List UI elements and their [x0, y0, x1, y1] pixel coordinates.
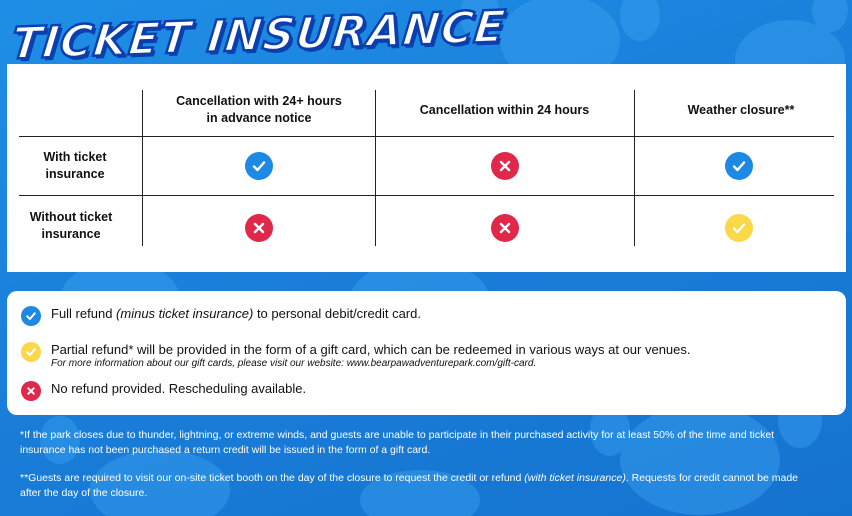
legend-no-refund	[21, 381, 306, 401]
text-span: to personal debit/credit card.	[253, 306, 421, 321]
x-red-icon	[21, 381, 41, 401]
column-header-24plus-hours	[145, 93, 373, 127]
column-header-line: in advance notice	[206, 111, 312, 125]
italic-text: (minus ticket insurance)	[116, 306, 254, 321]
legend-partial-refund	[21, 342, 691, 369]
row-divider	[19, 136, 834, 137]
column-header-line: Weather closure**	[687, 103, 795, 117]
row-label-line: insurance	[45, 167, 105, 181]
legend-no-refund-text: No refund provided. Rescheduling available.	[51, 381, 307, 396]
check-yellow-icon	[21, 342, 41, 362]
x-red-icon	[245, 214, 273, 242]
column-header-weather-closure	[636, 102, 846, 119]
italic-text: (with ticket insurance)	[524, 472, 626, 484]
column-header-line: Cancellation within 24 hours	[419, 103, 590, 117]
legend-partial-refund-text	[51, 342, 691, 369]
x-red-icon	[491, 152, 519, 180]
column-divider	[375, 90, 376, 246]
row-label-line: insurance	[41, 227, 101, 241]
legend-full-refund	[21, 306, 421, 326]
row-label-line: With ticket	[43, 150, 107, 164]
legend-full-refund-text	[51, 306, 421, 322]
column-divider	[142, 90, 143, 246]
partial-refund-main: Partial refund* will be provided in the form of a gift card, which can be redeemed in various ways at our venues.	[51, 342, 691, 357]
row-label-with-insurance	[11, 149, 139, 183]
check-blue-icon	[245, 152, 273, 180]
text-span: . Requests for credit cannot be made after the day of the closure.	[20, 472, 799, 499]
footnote-credit-request	[20, 471, 820, 501]
page-title: TICKET INSURANCE	[8, 1, 509, 70]
check-yellow-icon	[725, 214, 753, 242]
text-span: **Guests are required to visit our on-site ticket booth on the day of the closure to request the credit or refund	[20, 472, 525, 484]
x-red-icon	[491, 214, 519, 242]
insurance-table	[7, 64, 846, 272]
column-header-within-24-hours	[377, 102, 632, 119]
footnote-weather-closure: *If the park closes due to thunder, lightning, or extreme winds, and guests are unable to participate in their purchased activity for at least 50% of the time and ticket insurance has not been purchased a return credit will be issued in the form of a gift card.	[20, 429, 775, 456]
check-blue-icon	[21, 306, 41, 326]
check-blue-icon	[725, 152, 753, 180]
row-divider	[19, 195, 834, 196]
row-label-line: Without ticket	[29, 210, 113, 224]
text-span: Full refund	[51, 306, 117, 321]
column-header-line: Cancellation with 24+ hours	[176, 94, 342, 108]
column-divider	[634, 90, 635, 246]
row-label-without-insurance	[7, 209, 135, 243]
legend-card	[7, 291, 846, 415]
partial-refund-subtext: For more information about our gift cards, please visit our website: www.bearpawadventurepark.com/gift-card.	[51, 358, 537, 369]
